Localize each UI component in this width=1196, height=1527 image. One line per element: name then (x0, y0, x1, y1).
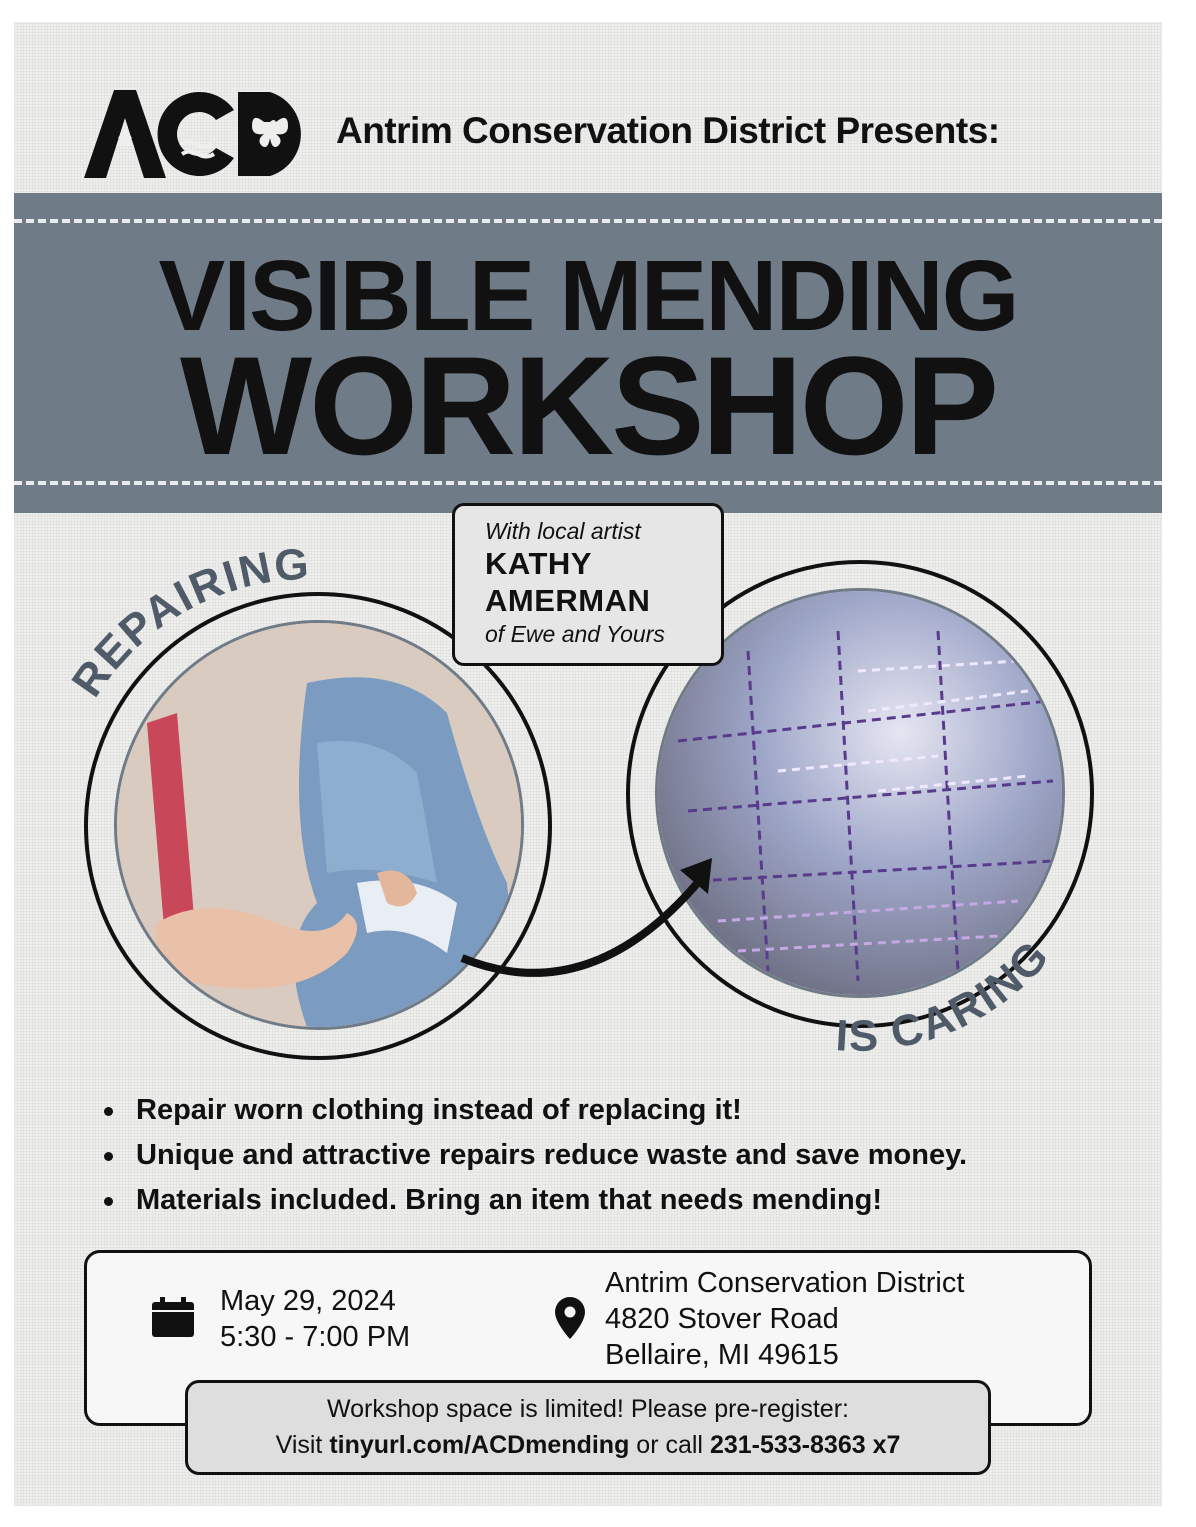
visit-prefix: Visit (275, 1431, 330, 1459)
list-item: Repair worn clothing instead of replacing it! (104, 1088, 967, 1133)
artist-first-name: KATHY (485, 546, 592, 581)
list-item: Unique and attractive repairs reduce waste and save money. (104, 1133, 967, 1178)
presenter-heading: Antrim Conservation District Presents: (336, 110, 1000, 151)
location-pin-icon (555, 1297, 585, 1339)
registration-link[interactable]: tinyurl.com/ACDmending (329, 1431, 630, 1459)
location-street: 4820 Stover Road (605, 1303, 839, 1335)
event-date: May 29, 2024 (220, 1285, 396, 1317)
arrow-curve (462, 880, 700, 973)
calendar-icon (152, 1297, 194, 1337)
location-city: Bellaire, MI 49615 (605, 1339, 839, 1371)
event-time: 5:30 - 7:00 PM (220, 1321, 411, 1353)
phone-number[interactable]: 231-533-8363 x7 (709, 1431, 901, 1459)
registration-notice: Workshop space is limited! Please pre-register: (327, 1395, 849, 1423)
event-address (605, 1265, 964, 1373)
title-line-2: WORKSHOP (180, 327, 996, 484)
event-date-time (220, 1283, 410, 1355)
list-item: Materials included. Bring an item that needs mending! (104, 1178, 967, 1223)
is-caring-label: IS CARING (834, 930, 1060, 1062)
call-prefix: or call (629, 1431, 710, 1459)
registration-contact (188, 1427, 988, 1463)
artist-callout (452, 503, 724, 666)
artist-intro: With local artist (485, 518, 641, 544)
registration-box (185, 1380, 991, 1475)
title-line-1: VISIBLE MENDING (158, 240, 1018, 352)
artist-last-name: AMERMAN (485, 583, 651, 618)
location-name: Antrim Conservation District (605, 1267, 965, 1299)
repairing-label: REPAIRING (62, 539, 313, 706)
artist-business: of Ewe and Yours (485, 621, 665, 647)
benefits-list (104, 1088, 967, 1223)
